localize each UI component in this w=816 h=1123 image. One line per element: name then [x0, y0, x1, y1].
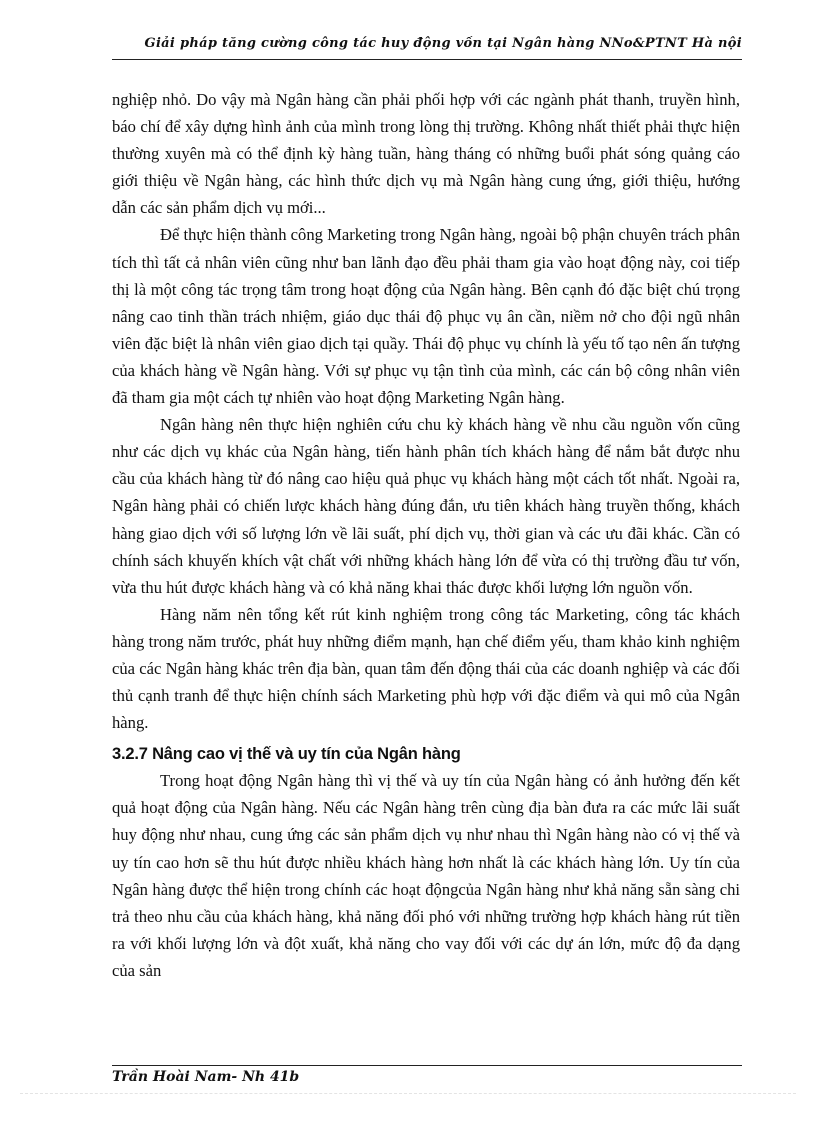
- section-heading: 3.2.7 Nâng cao vị thế và uy tín của Ngân hàng: [112, 745, 461, 764]
- running-footer: Trần Hoài Nam- Nh 41b: [112, 1069, 300, 1085]
- paragraph: Hàng năm nên tổng kết rút kinh nghiệm trong công tác Marketing, công tác khách hàng trong năm trước, phát huy những điểm mạnh, hạn chế điểm yếu, tham khảo kinh nghiệm của các Ngân hàng khác trên địa bàn, quan tâm đến động thái của các doanh nghiệp và các đối thủ cạnh tranh để thực hiện chính sách Marketing phù hợp với đặc điểm và qui mô của Ngân hàng.: [112, 604, 740, 733]
- page-edge-line: [20, 1093, 796, 1094]
- document-body: [112, 86, 740, 984]
- paragraph: Để thực hiện thành công Marketing trong Ngân hàng, ngoài bộ phận chuyên trách phân tích thì tất cả nhân viên cũng như ban lãnh đạo đều phải tham gia vào hoạt động này, coi tiếp thị là một công tác trọng tâm trong hoạt động của Ngân hàng. Bên cạnh đó đặc biệt chú trọng nâng cao tinh thần trách nhiệm, giáo dục thái độ phục vụ ân cần, niềm nở cho đội ngũ nhân viên đặc biệt là nhân viên giao dịch tại quầy. Thái độ phục vụ chính là yếu tố tạo nên ấn tượng của khách hàng về Ngân hàng. Với sự phục vụ tận tình của mình, các cán bộ công nhân viên đã tham gia một cách tự nhiên vào hoạt động Marketing Ngân hàng.: [112, 225, 740, 408]
- section-paragraph: Trong hoạt động Ngân hàng thì vị thế và uy tín của Ngân hàng có ảnh hưởng đến kết quả hoạt động của Ngân hàng. Nếu các Ngân hàng trên cùng địa bàn đưa ra các mức lãi suất huy động như nhau, cung ứng các sản phẩm dịch vụ như nhau thì Ngân hàng nào có vị thế và uy tín cao hơn sẽ thu hút được nhiều khách hàng hơn nhất là các khách hàng lớn. Uy tín của Ngân hàng được thể hiện trong chính các hoạt độngcủa Ngân hàng như khả năng sẵn sàng chi trả theo nhu cầu của khách hàng, khả năng đối phó với những trường hợp khách hàng rút tiền ra với khối lượng lớn và đột xuất, khả năng cho vay đối với các dự án lớn, mức độ đa dạng của sản: [112, 771, 740, 980]
- running-header: Giải pháp tăng cường công tác huy động vốn tại Ngân hàng NNo&PTNT Hà nội: [144, 36, 742, 51]
- header-divider: [112, 59, 742, 60]
- paragraph: Ngân hàng nên thực hiện nghiên cứu chu kỳ khách hàng về nhu cầu nguồn vốn cũng như các dịch vụ khác của Ngân hàng, tiến hành phân tích khách hàng để nắm bắt được nhu cầu của khách hàng từ đó nâng cao hiệu quả phục vụ khách hàng một cách tốt nhất. Ngoài ra, Ngân hàng phải có chiến lược khách hàng đúng đắn, ưu tiên khách hàng truyền thống, khách hàng giao dịch với số lượng lớn về lãi suất, phí dịch vụ, thời gian và các ưu đãi khác. Cần có chính sách khuyến khích vật chất với những khách hàng lớn để vừa có thị trường đầu tư vốn, vừa thu hút được khách hàng và có khả năng khai thác được khối lượng lớn nguồn vốn.: [112, 415, 740, 597]
- footer-divider: [112, 1065, 742, 1066]
- paragraph-continuation: nghiệp nhỏ. Do vậy mà Ngân hàng cần phải phối hợp với các ngành phát thanh, truyền hình, báo chí để xây dựng hình ảnh của mình trong lòng thị trường. Không nhất thiết phải thực hiện thường xuyên mà có thể định kỳ hàng tuần, hàng tháng có những buổi phát sóng quảng cáo giới thiệu về Ngân hàng, các hình thức dịch vụ mà Ngân hàng cung ứng, giới thiệu, hướng dẫn các sản phẩm dịch vụ mới...: [112, 90, 740, 218]
